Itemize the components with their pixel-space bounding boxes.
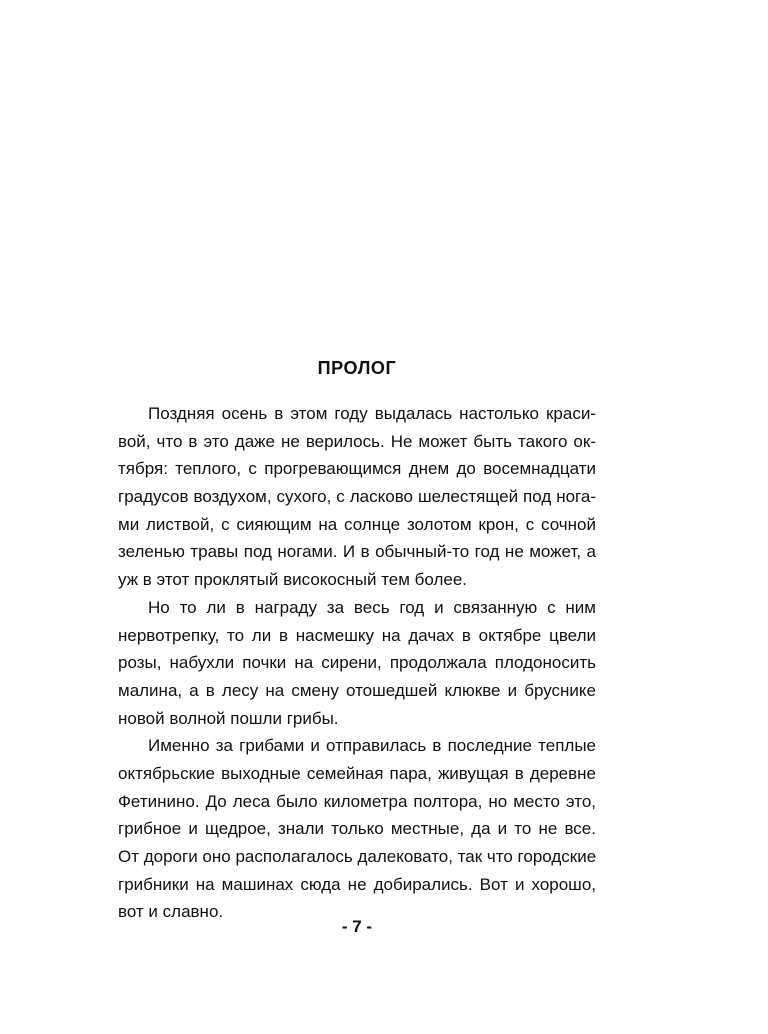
paragraph xyxy=(118,732,596,926)
text-line: уж в этот проклятый високосный тем более. xyxy=(118,570,468,590)
text-line: Фетинино. До леса было километра полтора, но место это, xyxy=(118,791,596,811)
text-line: тября: теплого, с прогревающимся днем до восемнадцати xyxy=(118,459,596,479)
body-text xyxy=(118,400,596,926)
text-line: зеленью травы под ногами. И в обычный-то год не может, а xyxy=(118,542,596,562)
text-line: Поздняя осень в этом году выдалась настолько краси- xyxy=(148,404,596,423)
text-line: нервотрепку, то ли в насмешку на дачах в октябре цвели xyxy=(118,625,596,645)
paragraph xyxy=(118,400,596,594)
text-line: вот и славно. xyxy=(118,902,224,922)
text-line: грибники на машинах сюда не добирались. Вот и хорошо, xyxy=(118,874,596,894)
text-line: малина, а в лесу на смену отошедшей клюкве и бруснике xyxy=(118,680,596,700)
text-line: вой, что в это даже не верилось. Не может быть такого ок- xyxy=(118,431,596,451)
text-line: Но то ли в награду за весь год и связанную с ним xyxy=(148,597,596,617)
chapter-title: ПРОЛОГ xyxy=(317,358,397,378)
text-line: градусов воздухом, сухого, с ласково шелестящей под нога- xyxy=(118,487,596,507)
text-line: новой волной пошли грибы. xyxy=(118,708,339,728)
text-line: ми листвой, с сияющим на солнце золотом крон, с сочной xyxy=(118,514,596,534)
paragraph xyxy=(118,594,596,732)
text-line: грибное и щедрое, знали только местные, да и то не все. xyxy=(118,819,596,839)
text-line: октябрьские выходные семейная пара, живущая в деревне xyxy=(118,763,596,783)
text-line: Именно за грибами и отправилась в последние теплые xyxy=(148,736,596,756)
text-line: От дороги оно располагалось далековато, так что городские xyxy=(118,847,597,866)
text-line: розы, набухли почки на сирени, продолжала плодоносить xyxy=(118,653,596,673)
page-number: - 7 - xyxy=(341,917,373,936)
